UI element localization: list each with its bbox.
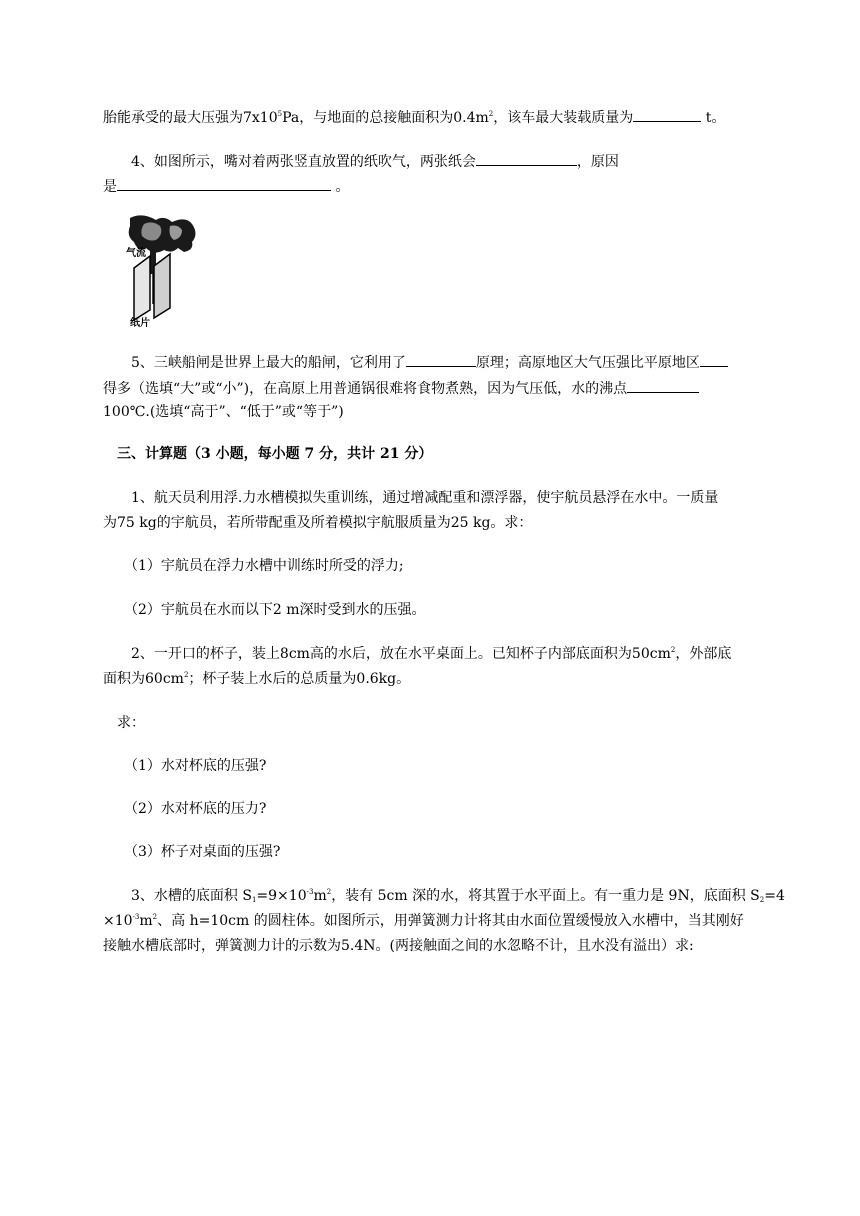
text: m [313, 888, 327, 904]
section-title: 三、计算题（3 小题，每小题 7 分，共计 21 分） [117, 446, 433, 462]
calc-2-line-2 [103, 670, 410, 688]
calc-2-part-2: （2）水对杯底的压力? [124, 801, 267, 817]
text: 是 [103, 179, 117, 195]
text: =4 [764, 888, 785, 904]
text: 100℃.(选填“高于”、“低于”或“等于”) [103, 404, 344, 420]
text: 原理；高原地区大气压强比平原地区 [475, 355, 700, 371]
calc-2-line-1 [131, 645, 731, 663]
text: 胎能承受的最大压强为7x10 [103, 110, 278, 126]
superscript: 2 [152, 913, 158, 921]
text: 3、水槽的底面积 S [131, 888, 252, 904]
text: ，原因 [576, 154, 619, 170]
calc-3-line-3: 接触水槽底部时，弹簧测力计的示数为5.4N。(两接触面之间的水忽略不计，且水没有溢出）求: [103, 938, 694, 954]
subscript: 1 [251, 896, 257, 904]
air-flow-label: 气流 [126, 248, 146, 259]
superscript: 2 [326, 888, 332, 896]
calc-1-line-1: 1、航天员利用浮.力水槽模拟失重训练，通过增减配重和漂浮器，使宇航员悬浮在水中。一质量 [131, 490, 719, 506]
superscript: -3 [306, 888, 314, 896]
subscript: 2 [759, 896, 765, 904]
question-3-tail [103, 107, 725, 127]
text: ，装有 5cm 深的水，将其置于水平面上。有一重力是 9N，底面积 S [331, 888, 760, 904]
calc-2-part-1: （1）水对杯底的压强? [124, 758, 267, 774]
answer-blank[interactable] [406, 352, 476, 367]
text: t。 [701, 110, 726, 126]
superscript: -3 [132, 913, 140, 921]
text: ×10 [103, 913, 133, 929]
text: 。 [331, 179, 350, 195]
text: 面积为60cm [103, 671, 184, 687]
question-5-line-3 [103, 403, 344, 421]
question-4-line-2 [103, 176, 349, 196]
answer-blank[interactable] [700, 352, 728, 367]
question-5-line-2 [103, 378, 699, 398]
calc-2-ask: 求： [117, 715, 145, 731]
text: ；杯子装上水后的总质量为0.6kg。 [188, 671, 411, 687]
text: ，外部底 [675, 646, 732, 662]
calc-3-line-2 [103, 912, 744, 930]
answer-blank[interactable] [633, 107, 701, 122]
calc-3-line-1 [131, 887, 785, 905]
superscript: 5 [277, 110, 283, 118]
text: 、高 h=10cm 的圆柱体。如图所示，用弹簧测力计将其由水面位置缓慢放入水槽中，当其刚好 [157, 913, 744, 929]
question-5-line-1 [131, 352, 728, 372]
text: 2、一开口的杯子，装上8cm高的水后，放在水平桌面上。已知杯子内部底面积为50cm [131, 646, 671, 662]
text: 4、如图所示，嘴对着两张竖直放置的纸吹气，两张纸会 [131, 154, 476, 170]
question-4-line-1 [131, 151, 619, 171]
superscript: 2 [183, 671, 189, 679]
calc-1-line-2: 为75 kg的宇航员，若所带配重及所着模拟宇航服质量为25 kg。求： [103, 515, 533, 531]
paper-label: 纸片 [130, 318, 150, 328]
answer-blank[interactable] [117, 176, 331, 191]
calc-1-part-1: （1）宇航员在浮力水槽中训练时所受的浮力; [124, 558, 404, 574]
text: Pa，与地面的总接触面积为0.4m [282, 110, 489, 126]
calc-1-part-2: （2）宇航员在水而以下2 m深时受到水的压强。 [124, 602, 426, 618]
superscript: 2 [670, 646, 676, 654]
answer-blank[interactable] [476, 151, 577, 166]
text: 得多（选填“大”或“小”)，在高原上用普通锅很难将食物煮熟，因为气压低，水的沸点 [103, 381, 628, 397]
text: ，该车最大装载质量为 [493, 110, 634, 126]
text: 5、三峡船闸是世界上最大的船闸，它利用了 [131, 355, 406, 371]
text: m [139, 913, 153, 929]
calc-2-part-3: （3）杯子对桌面的压强? [124, 844, 281, 860]
blowing-paper-figure [120, 212, 200, 328]
text: =9×10 [256, 888, 307, 904]
superscript: 2 [488, 110, 494, 118]
answer-blank[interactable] [627, 378, 699, 393]
